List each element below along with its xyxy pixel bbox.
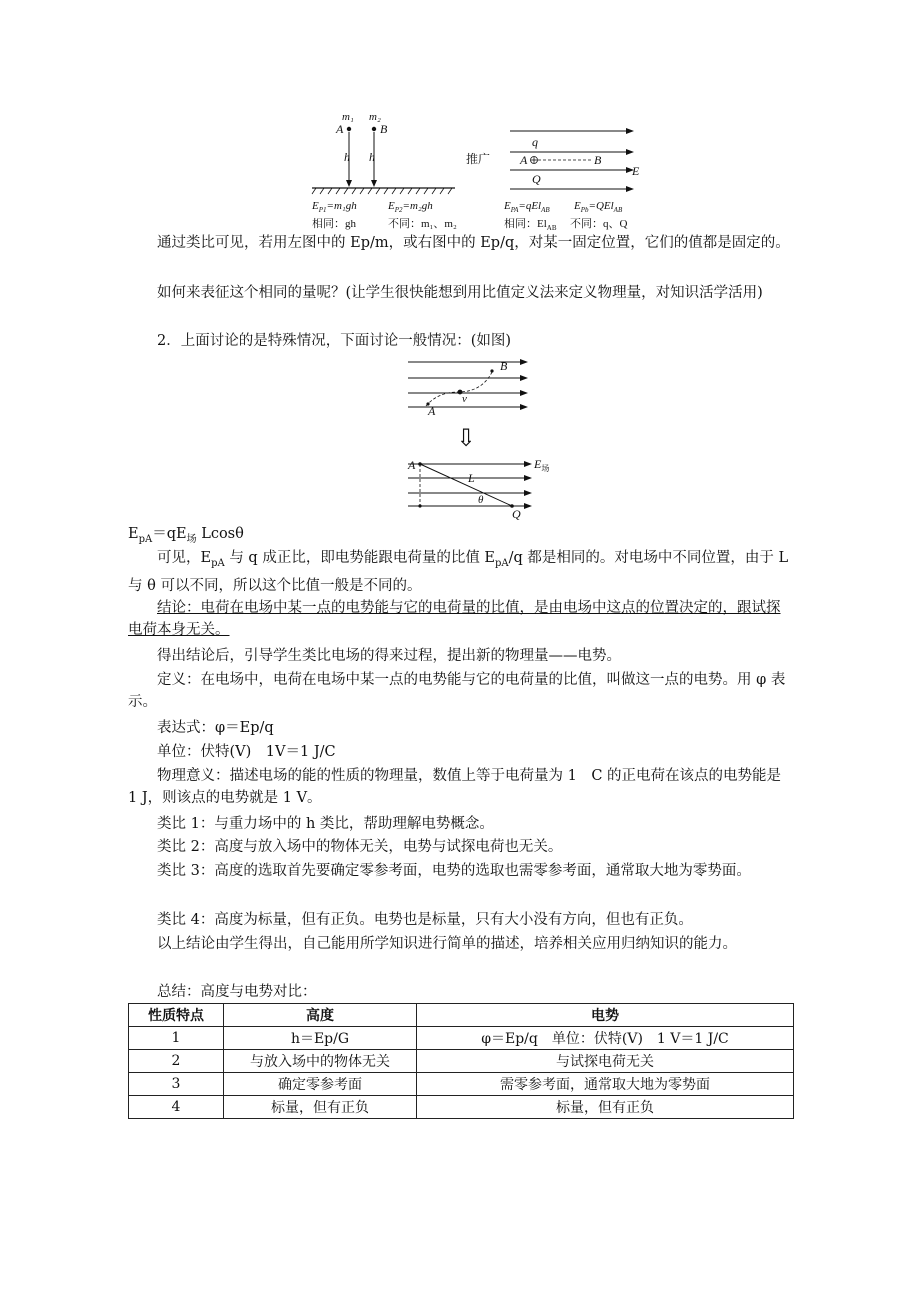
table-cell: 标量，但有正负 (417, 1096, 794, 1119)
label-E: E (632, 164, 640, 178)
table-cell: 需零参考面，通常取大地为零势面 (417, 1073, 794, 1096)
figure-general-case (398, 354, 558, 524)
paragraph-expression: 表达式：φ＝Ep/q (157, 720, 274, 736)
table-header: 高度 (224, 1004, 417, 1027)
paragraph-analogy: 通过类比可见，若用左图中的 Ep/m，或右图中的 Ep/q，对某一固定位置，它们的值都是固定的。 (157, 235, 790, 251)
label-B: B (500, 359, 508, 373)
same-el: 相同：$El_{AB}$ (504, 218, 557, 232)
label-L: L (468, 471, 475, 485)
label-B2: B (594, 153, 602, 167)
label-theta: θ (478, 494, 484, 506)
mass-m2 (372, 127, 376, 131)
paragraph-summary: 总结：高度与电势对比： (157, 984, 317, 1000)
paragraph-analogy-1: 类比 1：与重力场中的 h 类比，帮助理解电势概念。 (157, 816, 494, 832)
table-row (129, 1073, 794, 1096)
formula-epa: $E_{pA}=qE_场$ Lcosθ (128, 526, 244, 545)
paragraph-analogy-3: 类比 3：高度的选取首先要确定零参考面，电势的选取也需零参考面，通常取大地为零势面。 (157, 863, 751, 879)
label-tuiguang: 推广 (466, 152, 491, 166)
label-A: A (428, 404, 436, 418)
same-gh: 相同：gh (312, 218, 356, 230)
label-v: v (462, 393, 467, 405)
table-header: 电势 (417, 1004, 794, 1027)
paragraph-meaning: 物理意义：描述电场的能的性质的物理量，数值上等于电荷量为 1 C 的正电荷在该点的电势能是 1 J，则该点的电势就是 1 V。 (128, 768, 782, 806)
paragraph-unit: 单位：伏特(V) 1V＝1 J/C (157, 744, 336, 760)
paragraph-introduce: 得出结论后，引导学生类比电场的得来过程，提出新的物理量——电势。 (157, 648, 621, 664)
formula-ep1: $E_{P1}=m_1gh$ (312, 200, 357, 214)
table-cell: 3 (129, 1073, 224, 1096)
table-cell: 标量，但有正负 (224, 1096, 417, 1119)
label-m1: m₁ (342, 111, 354, 123)
table-row (129, 1050, 794, 1073)
label-B: B (380, 122, 388, 136)
table-cell: 与试探电荷无关 (417, 1050, 794, 1073)
trajectory-curve (426, 370, 493, 406)
comparison-table (128, 1003, 794, 1119)
table-row (129, 1027, 794, 1050)
table-cell: φ＝Ep/q 单位：伏特(V) 1 V＝1 J/C (417, 1027, 794, 1050)
label-h2: h (369, 150, 375, 164)
table-cell: 与放入场中的物体无关 (224, 1050, 417, 1073)
label-A: A (336, 122, 344, 136)
table-header-row (129, 1004, 794, 1027)
table-row (129, 1096, 794, 1119)
table-cell: 2 (129, 1050, 224, 1073)
table-cell: 确定零参考面 (224, 1073, 417, 1096)
label-A2: A (408, 458, 416, 472)
mass-m1 (347, 127, 351, 131)
paragraph-analogy-4: 类比 4：高度为标量，但有正负。电势也是标量，只有大小没有方向，但也有正负。 (157, 912, 693, 928)
formula-epb: $E_{Pb}=QEl_{AB}$ (574, 200, 623, 214)
paragraph-analogy-2: 类比 2：高度与放入场中的物体无关，电势与试探电荷也无关。 (157, 839, 563, 855)
paragraph-proportional: 可见，$E_{pA}$ 与 q 成正比，即电势能跟电荷量的比值 $E_{pA}/q$ 都是相同的。对电场中不同位置，由于 L 与 θ 可以不同，所以这个比值一般是不同的。 (128, 550, 789, 594)
figure-gravity-vs-electric (300, 108, 660, 234)
table-cell: 4 (129, 1096, 224, 1119)
label-Q: Q (532, 172, 541, 186)
paragraph-question: 如何来表征这个相同的量呢？(让学生很快能想到用比值定义法来定义物理量，对知识活学活用) (157, 285, 763, 301)
label-A2: A (520, 153, 528, 167)
label-h1: h (344, 150, 350, 164)
diff-m: 不同：m₁、m₂ (388, 218, 457, 230)
table-header: 性质特点 (129, 1004, 224, 1027)
table-cell: h＝Ep/G (224, 1027, 417, 1050)
diff-q: 不同：q、Q (570, 218, 628, 230)
label-m2: m₂ (369, 111, 381, 123)
table-cell: 1 (129, 1027, 224, 1050)
paragraph-conclusion: 结论：电荷在电场中某一点的电势能与它的电荷量的比值，是由电场中这点的位置决定的，跟试探电荷本身无关。 (128, 600, 781, 638)
paragraph-definition: 定义：在电场中，电荷在电场中某一点的电势能与它的电荷量的比值，叫做这一点的电势。用 φ 表示。 (128, 672, 786, 710)
paragraph-students: 以上结论由学生得出，自己能用所学知识进行简单的描述，培养相关应用归纳知识的能力。 (157, 936, 737, 952)
down-arrow-icon: ⇩ (456, 426, 477, 452)
formula-ep2: $E_{P2}=m_2gh$ (388, 200, 433, 214)
label-E: $E_场$ (534, 457, 550, 473)
formula-epa: $E_{PA}=qEl_{AB}$ (504, 200, 550, 214)
label-q: q (532, 135, 538, 149)
paragraph-general-case: 2．上面讨论的是特殊情况，下面讨论一般情况：(如图) (157, 333, 512, 349)
label-Q: Q (512, 507, 521, 521)
segment-L (420, 464, 512, 506)
